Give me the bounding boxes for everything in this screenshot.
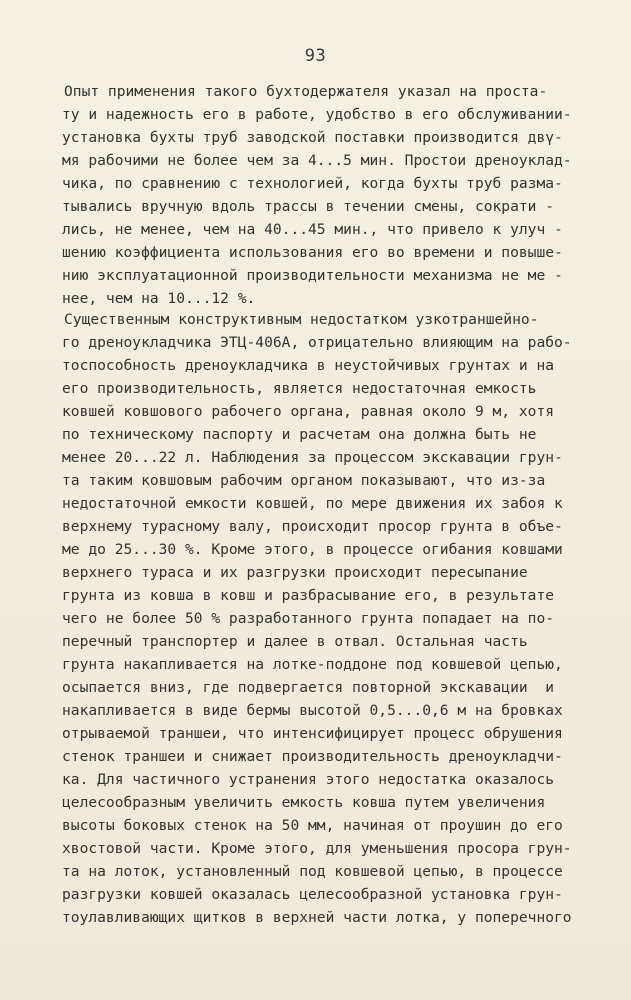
text-line: ковшей ковшового рабочего органа, равная около 9 м, хотя — [62, 403, 555, 420]
page-number: 93 — [304, 46, 327, 66]
text-line: ме до 25...30 %. Кроме этого, в процессе огибания ковшами — [62, 541, 563, 558]
text-line: верхнего тураса и их разгрузки происходит пересыпание — [62, 564, 528, 581]
text-line: Опыт применения такого бухтодержателя указал на проста- — [64, 83, 548, 100]
text-line: высоты боковых стенок на 50 мм, начиная от проушин до его — [62, 817, 563, 834]
text-line: отрываемой траншеи, что интенсифицирует процесс обрушения — [62, 725, 563, 742]
text-line: чика, по сравнению с технологией, когда бухты труб разма- — [62, 175, 563, 192]
text-line: тывались вручную вдоль трассы в течении смены, сократи - — [62, 198, 555, 215]
text-line: та на лоток, установленный под ковшевой цепью, в процессе — [62, 863, 563, 880]
text-line: его производительность, является недостаточная емкость — [62, 380, 537, 397]
text-line: перечный транспортер и далее в отвал. Остальная часть — [62, 633, 528, 650]
text-line: целесообразным увеличить емкость ковша путем увеличения — [62, 794, 546, 811]
text-line: верхнему турасному валу, происходит просор грунта в объе- — [62, 518, 563, 535]
text-line: разгрузки ковшей оказалась целесообразной установка грун- — [62, 886, 563, 903]
text-line: го дреноукладчика ЭТЦ-406А, отрицательно влияющим на рабо- — [62, 334, 572, 351]
text-line: хвостовой части. Кроме этого, для уменьшения просора грун- — [62, 840, 572, 857]
text-line: нию эксплуатационной производительности механизма не ме - — [62, 267, 563, 284]
text-line: стенок траншеи и снижает производительность дреноукладчи- — [62, 748, 563, 765]
text-line: установка бухты труб заводской поставки производится двү- — [62, 129, 563, 146]
text-line: чего не более 50 % разработанного грунта попадает на по- — [62, 610, 555, 627]
text-line: лись, не менее, чем на 40...45 мин., что привело к улуч - — [62, 221, 563, 238]
text-line: Существенным конструктивным недостатком узкотраншейно- — [64, 311, 539, 328]
text-line: ка. Для частичного устранения этого недостатка оказалось — [62, 771, 555, 788]
text-line: по техническому паспорту и расчетам она должна быть не — [62, 426, 537, 443]
text-line: накапливается в виде бермы высотой 0,5...0,6 м на бровках — [62, 702, 563, 719]
text-line: осыпается вниз, где подвергается повторной экскавации и — [62, 679, 555, 696]
text-line: та таким ковшовым рабочим органом показывают, что из-за — [62, 472, 546, 489]
text-line: нее, чем на 10...12 %. — [62, 290, 256, 307]
text-line: менее 20...22 л. Наблюдения за процессом экскавации грун- — [62, 449, 563, 466]
text-line: шению коэффициента использования его во времени и повыше- — [62, 244, 563, 261]
text-line: тоулавливающих щитков в верхней части лотка, у поперечного — [62, 909, 572, 926]
text-line: тоспособность дреноукладчика в неустойчивых грунтах и на — [62, 357, 555, 374]
text-line: грунта накапливается на лотке-поддоне под ковшевой цепью, — [62, 656, 563, 673]
text-line: мя рабочими не более чем за 4...5 мин. Простои дреноуклад- — [62, 152, 572, 169]
text-line: ту и надежность его в работе, удобство в его обслуживании- — [62, 106, 572, 123]
text-line: грунта из ковша в ковш и разбрасывание его, в результате — [62, 587, 555, 604]
text-line: недостаточной емкости ковшей, по мере движения их забоя к — [62, 495, 563, 512]
